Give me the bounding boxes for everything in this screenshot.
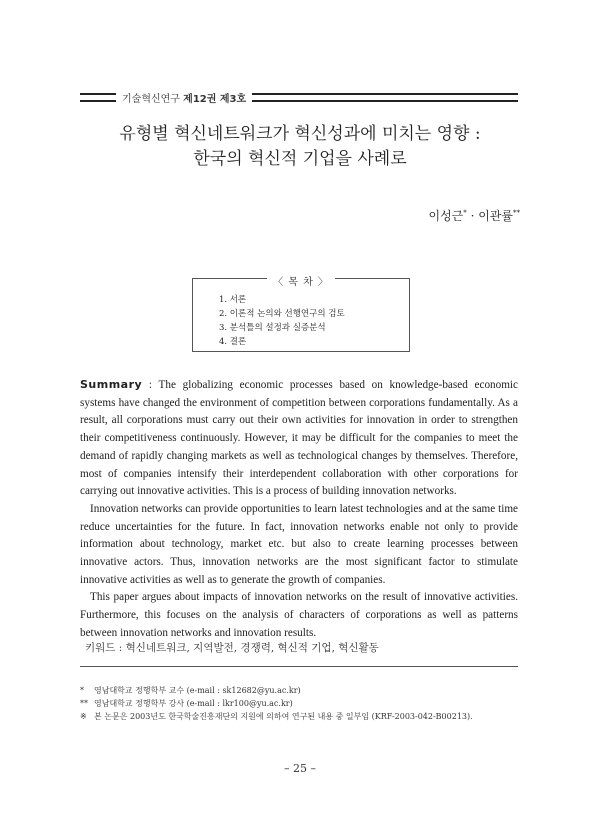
title-line-2: 한국의 혁신적 기업을 사례로: [193, 149, 407, 169]
journal-header: [80, 90, 518, 104]
footnote-text: 영남대학교 정행학부 교수 (e-mail : sk12682@yu.ac.kr): [94, 686, 301, 695]
author-1: 이성근: [428, 209, 464, 223]
summary-colon: :: [142, 379, 159, 391]
footnote-mark: *: [80, 686, 84, 695]
journal-title: 기술혁신연구: [122, 93, 180, 105]
toc-list: [193, 279, 409, 349]
journal-name: [122, 90, 246, 105]
toc-item: 3. 분석틀의 설정과 실증분석: [219, 323, 326, 333]
summary-label: Summary: [80, 378, 143, 391]
header-rule-right: [252, 93, 518, 102]
footnote-divider: [80, 666, 518, 667]
author-separator: ·: [466, 209, 479, 223]
journal-volume: 제12권 제3호: [183, 93, 247, 105]
keywords: 키워드 : 혁신네트워크, 지역발전, 경쟁력, 혁신적 기업, 혁신활동: [85, 642, 379, 654]
author-2: 이관률: [478, 209, 513, 223]
table-of-contents: [192, 278, 410, 352]
toc-item: 2. 이론적 논의와 선행연구의 검토: [219, 309, 345, 319]
footnote-item: [80, 710, 520, 723]
header-rule-left: [80, 93, 116, 102]
footnote-text: 영남대학교 정행학부 강사 (e-mail : lkr100@yu.ac.kr): [94, 699, 293, 708]
summary-paragraph-3: This paper argues about impacts of innovation networks on the result of innovative activities. Furthermore, this focuses on the analysis of characters of corporations as well as patterns between innovation networks and innovation results.: [80, 591, 518, 639]
author-1-mark: *: [463, 209, 467, 217]
title-line-1: 유형별 혁신네트워크가 혁신성과에 미치는 영향 :: [119, 124, 481, 144]
toc-heading-wrap: [193, 270, 409, 289]
summary-section: [80, 376, 518, 643]
toc-item: 1. 서론: [219, 295, 247, 305]
footnote-mark: **: [80, 699, 88, 708]
summary-paragraph-2: Innovation networks can provide opportunities to learn latest technologies and at the same time reduce uncertainties for the future. In fact, innovation networks enable not only to provide information about technology, market etc. but also to create learning processes between innovative actors. Thus, innovation networks are the most significant factor to stimulate innovative activities as well as to generate the growth of companies.: [80, 502, 518, 586]
paper-title: [60, 122, 540, 172]
footnotes: [80, 684, 520, 723]
summary-paragraph-1: [80, 376, 518, 501]
summary-text-1: The globalizing economic processes based on knowledge-based economic systems have changed the environment of competition between corporations fundamentally. As a result, all corporations must carry out their own activities for innovation in order to strengthen their competitiveness continuously. However, it may be difficult for the companies to meet the demand of rapidly changing markets as well as technological changes by themselves. Therefore, most of companies intensify their interdependent collaboration with other corporations for carrying out innovative activities. This is a process of building innovation networks.: [80, 379, 518, 498]
page-number: – 25 –: [284, 762, 316, 775]
toc-heading: 〈 목 차 〉: [267, 277, 335, 288]
footnote-item: [80, 697, 520, 710]
toc-item: 4. 결론: [219, 337, 247, 347]
footnote-text: 본 논문은 2003년도 한국학술진흥재단의 지원에 의하여 연구된 내용 중 일부임 (KRF-2003-042-B00213).: [94, 712, 473, 721]
authors: [428, 207, 520, 224]
footnote-item: [80, 684, 520, 697]
footnote-mark: ※: [80, 712, 87, 721]
author-2-mark: **: [513, 209, 520, 217]
